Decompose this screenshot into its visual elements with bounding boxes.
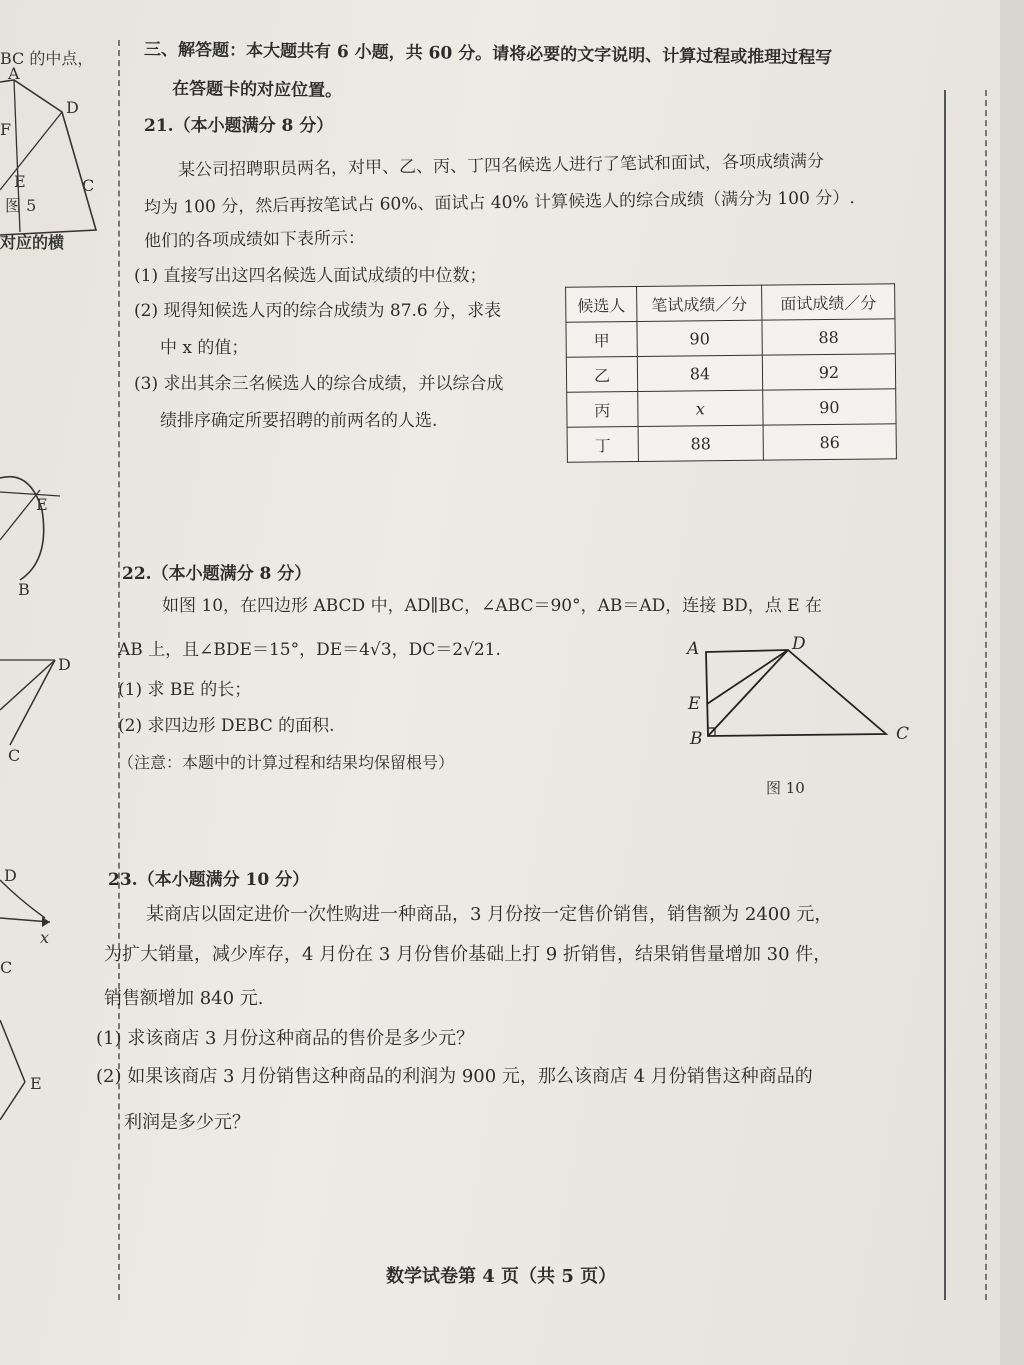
section-title-cont: 在答题卡的对应位置。 — [171, 78, 343, 102]
q21-item: (2) 现得知候选人丙的综合成绩为 87.6 分，求表 — [134, 301, 502, 321]
figure-10-caption: 图 10 — [766, 779, 805, 797]
figure-label: D — [792, 634, 806, 654]
q21-paragraph: 他们的各项成绩如下表所示： — [143, 228, 366, 252]
q21-item: (1) 直接写出这四名候选人面试成绩的中位数； — [134, 266, 487, 286]
figure-label: C — [896, 724, 910, 744]
page-edge — [1000, 0, 1024, 1365]
q22-note: （注意：本题中的计算过程和结果均保留根号） — [118, 753, 455, 772]
table-row — [566, 319, 895, 357]
figure-label: A — [687, 639, 700, 659]
q22-item: (1) 求 BE 的长； — [118, 680, 252, 700]
q21-item: 绩排序确定所要招聘的前两名的人选. — [160, 411, 438, 431]
q23-paragraph: 为扩大销量，减少库存，4 月份在 3 月份售价基础上打 9 折销售，结果销售量增加 30 件， — [104, 944, 832, 965]
table-cell: 乙 — [566, 356, 637, 392]
q21-item: 中 x 的值； — [160, 338, 249, 358]
left-label: E — [30, 1074, 42, 1093]
table-cell: x — [638, 390, 763, 426]
left-label: x — [40, 928, 50, 947]
table-header-cell: 笔试成绩／分 — [637, 285, 762, 321]
table-cell: 88 — [638, 425, 763, 461]
page-footer: 数学试卷第 4 页（共 5 页） — [386, 1266, 617, 1287]
left-label: E — [14, 172, 26, 191]
left-label: A — [8, 64, 20, 83]
left-label: C — [0, 958, 13, 977]
table-cell: 丁 — [567, 426, 638, 462]
q21-paragraph: 某公司招聘职员两名，对甲、乙、丙、丁四名候选人进行了笔试和面试，各项成绩满分 — [177, 151, 825, 181]
table-cell: 84 — [637, 355, 762, 391]
table-cell: 90 — [637, 320, 762, 356]
q23-paragraph: 某商店以固定进价一次性购进一种商品，3 月份按一定售价销售，销售额为 2400 元， — [146, 904, 833, 925]
binding-dash-line — [985, 90, 987, 1300]
q23-paragraph: 销售额增加 840 元. — [104, 988, 264, 1009]
table-row — [567, 389, 896, 427]
q23-heading: 23.（本小题满分 10 分） — [108, 870, 310, 890]
left-fragment-text: BC 的中点， — [0, 49, 94, 68]
table-header-cell: 面试成绩／分 — [762, 284, 895, 320]
table-cell: 92 — [762, 354, 895, 390]
left-label: D — [4, 866, 17, 885]
q21-score-table — [565, 283, 897, 462]
left-fragment-figures — [0, 60, 110, 1120]
left-label: B — [18, 580, 30, 599]
q21-heading: 21.（本小题满分 8 分） — [144, 116, 334, 136]
column-divider — [118, 40, 120, 1300]
left-fig5-caption: 图 5 — [5, 196, 37, 215]
q22-item: (2) 求四边形 DEBC 的面积. — [118, 716, 335, 736]
left-label: C — [82, 176, 95, 195]
q22-paragraph: 如图 10，在四边形 ABCD 中，AD∥BC，∠ABC＝90°，AB＝AD，连接 BD，点 E 在 — [162, 596, 823, 616]
table-cell: 90 — [763, 389, 896, 425]
table-cell: 甲 — [566, 321, 637, 357]
left-label: D — [66, 98, 79, 117]
table-row — [566, 354, 895, 392]
figure-label: B — [690, 729, 703, 749]
table-row — [567, 424, 896, 462]
table-cell: 86 — [763, 424, 896, 460]
q23-item: (2) 如果该商店 3 月份销售这种商品的利润为 900 元，那么该商店 4 月份销售这种商品的 — [96, 1066, 813, 1087]
table-cell: 丙 — [567, 391, 638, 427]
figure-label: E — [688, 694, 701, 714]
section-title: 三、解答题：本大题共有 6 小题，共 60 分。请将必要的文字说明、计算过程或推理过程写 — [143, 39, 833, 69]
q22-paragraph: AB 上，且∠BDE＝15°，DE＝4√3，DC＝2√21. — [118, 640, 501, 660]
table-header-row — [566, 284, 895, 322]
left-label: D — [58, 655, 71, 674]
q22-heading: 22.（本小题满分 8 分） — [122, 564, 312, 584]
q21-paragraph: 均为 100 分，然后再按笔试占 60%、面试占 40% 计算候选人的综合成绩（满分为 100 分）. — [143, 188, 855, 218]
left-fragment-text: 对应的横 — [0, 233, 65, 252]
table-cell: 88 — [762, 319, 895, 355]
left-label: E — [36, 495, 48, 514]
q21-item: (3) 求出其余三名候选人的综合成绩，并以综合成 — [134, 374, 504, 394]
right-border-line — [944, 90, 946, 1300]
table-header-cell: 候选人 — [566, 286, 637, 322]
left-label: F — [0, 120, 12, 139]
q23-item: (1) 求该商店 3 月份这种商品的售价是多少元？ — [96, 1028, 475, 1049]
q23-item: 利润是多少元？ — [124, 1112, 250, 1133]
left-label: C — [8, 746, 21, 765]
